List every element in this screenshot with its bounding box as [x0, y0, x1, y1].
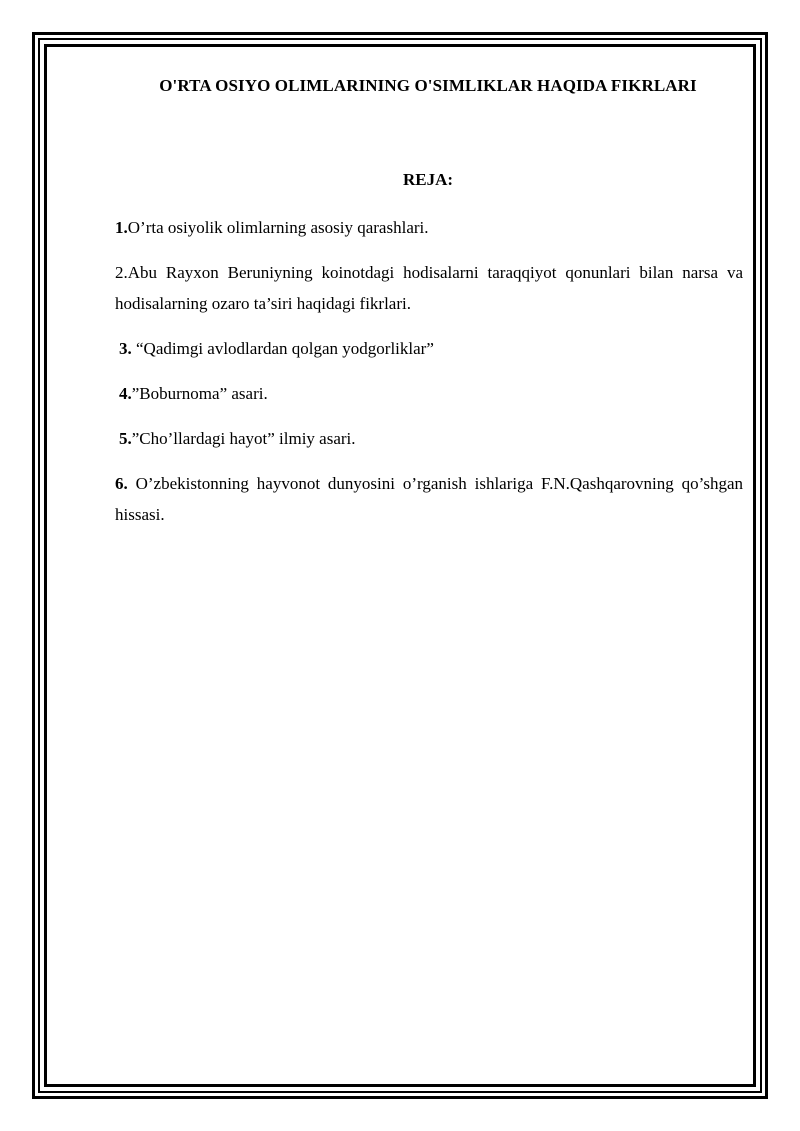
plan-item-text: O’zbekistonning hayvonot dunyosini o’rganish ishlariga F.N.Qashqarovning qo’shgan hissasi.	[115, 474, 743, 524]
plan-item-text: “Qadimgi avlodlardan qolgan yodgorliklar”	[131, 339, 434, 358]
page-border-inner	[44, 44, 756, 1087]
plan-item-text: Abu Rayxon Beruniyning koinotdagi hodisalarni taraqqiyot qonunlari bilan narsa va hodisalarning ozaro ta’siri haqidagi fikrlari.	[115, 263, 743, 313]
plan-item-5	[115, 423, 743, 454]
plan-item-6	[115, 468, 743, 530]
plan-item-number: 6.	[115, 474, 128, 493]
plan-item-number: 5.	[119, 429, 132, 448]
document-title: O'RTA OSIYO OLIMLARINING O'SIMLIKLAR HAQIDA FIKRLARI	[159, 76, 697, 95]
plan-item-1	[115, 212, 743, 243]
plan-item-3	[115, 333, 743, 364]
plan-item-text: ”Boburnoma” asari.	[131, 384, 268, 403]
plan-item-number: 2.	[115, 263, 128, 282]
plan-item-4	[115, 378, 743, 409]
plan-heading: REJA:	[402, 170, 454, 189]
plan-item-number: 4.	[119, 384, 132, 403]
plan-item-text: O’rta osiyolik olimlarning asosiy qarashlari.	[127, 218, 429, 237]
plan-item-number: 3.	[119, 339, 132, 358]
plan-item-2	[115, 257, 743, 319]
plan-item-number: 1.	[115, 218, 128, 237]
plan-item-text: ”Cho’llardagi hayot” ilmiy asari.	[131, 429, 356, 448]
plan-list	[115, 212, 743, 544]
